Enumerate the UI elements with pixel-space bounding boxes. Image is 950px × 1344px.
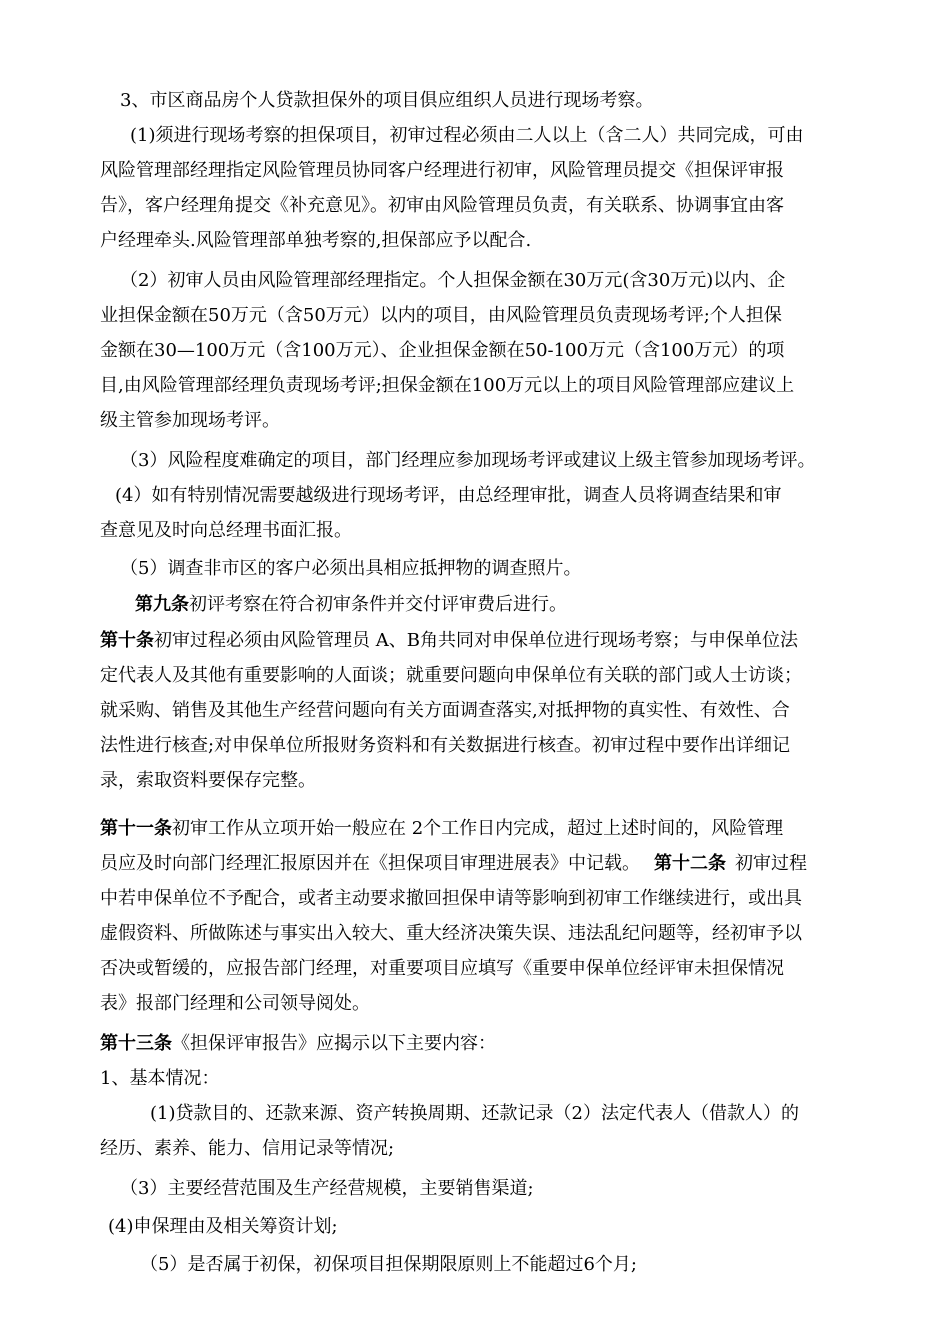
- text-line-31: （3）主要经营范围及生产经营规模，主要销售渠道;: [120, 1178, 534, 1199]
- article-13: 第十三条《担保评审报告》应揭示以下主要内容：: [100, 1033, 496, 1054]
- text-line-17: 定代表人及其他有重要影响的人面谈；就重要问题向申保单位有关联的部门或人士访谈；: [100, 665, 802, 686]
- article-13-label: 第十三条: [100, 1033, 172, 1054]
- article-10: 第十条初审过程必须由风险管理员 A、B角共同对申保单位进行现场考察；与申保单位法: [100, 630, 798, 651]
- text-line-6: （2）初审人员由风险管理部经理指定。个人担保金额在30万元(含30万元)以内、企: [120, 270, 786, 291]
- text-line-25: 否决或暂缓的，应报告部门经理，对重要项目应填写《重要申保单位经评审未担保情况: [100, 958, 784, 979]
- text-line-20: 录，索取资料要保存完整。: [100, 770, 316, 791]
- text-line-2: (1)须进行现场考察的担保项目，初审过程必须由二人以上（含二人）共同完成，可由: [130, 125, 804, 146]
- text-line-18: 就采购、销售及其他生产经营问题向有关方面调查落实,对抵押物的真实性、有效性、合: [100, 700, 790, 721]
- article-10-label: 第十条: [100, 630, 154, 651]
- text-line-8: 金额在30—100万元（含100万元）、企业担保金额在50-100万元（含100万元）的项: [100, 340, 785, 361]
- text-line-32: (4)申保理由及相关筹资计划;: [108, 1216, 338, 1237]
- text-line-30: 经历、素养、能力、信用记录等情况;: [100, 1138, 395, 1159]
- text-line-33: （5）是否属于初保，初保项目担保期限原则上不能超过6个月;: [140, 1254, 637, 1275]
- text-line-1: 3、市区商品房个人贷款担保外的项目俱应组织人员进行现场考察。: [120, 90, 654, 111]
- text-line-11: （3）风险程度难确定的项目，部门经理应参加现场考评或建议上级主管参加现场考评。: [120, 450, 816, 471]
- article-11: 第十一条初审工作从立项开始一般应在 2个工作日内完成，超过上述时间的，风险管理: [100, 818, 784, 839]
- article-11-label: 第十一条: [100, 818, 172, 839]
- text-line-13: 查意见及时向总经理书面汇报。: [100, 520, 352, 541]
- article-9: 第九条初评考察在符合初审条件并交付评审费后进行。: [135, 594, 567, 615]
- text-line-9: 目,由风险管理部经理负责现场考评;担保金额在100万元以上的项目风险管理部应建议上: [100, 375, 795, 396]
- text-line-7: 业担保金额在50万元（含50万元）以内的项目，由风险管理员负责现场考评;个人担保: [100, 305, 782, 326]
- text-line-10: 级主管参加现场考评。: [100, 410, 280, 431]
- article-12-label: 第十二条: [654, 853, 726, 874]
- text-line-28: 1、基本情况：: [100, 1068, 220, 1089]
- text-line-23: 中若申保单位不予配合，或者主动要求撤回担保申请等影响到初审工作继续进行，或出具: [100, 888, 802, 909]
- text-line-4: 告》，客户经理角提交《补充意见》。初审由风险管理员负责，有关联系、协调事宜由客: [100, 195, 784, 216]
- text-line-12: (4）如有特别情况需要越级进行现场考评，由总经理审批，调查人员将调查结果和审: [115, 485, 782, 506]
- text-line-5: 户经理牵头.风险管理部单独考察的,担保部应予以配合.: [100, 230, 532, 251]
- text-line-22: 员应及时向部门经理汇报原因并在《担保项目审理进展表》中记载。 第十二条 初审过程: [100, 853, 807, 874]
- text-line-3: 风险管理部经理指定风险管理员协同客户经理进行初审，风险管理员提交《担保评审报: [100, 160, 784, 181]
- text-line-24: 虚假资料、所做陈述与事实出入较大、重大经济决策失误、违法乱纪问题等，经初审予以: [100, 923, 802, 944]
- text-line-14: （5）调查非市区的客户必须出具相应抵押物的调查照片。: [120, 558, 582, 579]
- text-line-29: (1)贷款目的、还款来源、资产转换周期、还款记录（2）法定代表人（借款人）的: [150, 1103, 799, 1124]
- text-line-19: 法性进行核查;对申保单位所报财务资料和有关数据进行核查。初审过程中要作出详细记: [100, 735, 791, 756]
- text-line-26: 表》报部门经理和公司领导阅处。: [100, 993, 370, 1014]
- article-9-label: 第九条: [135, 594, 189, 615]
